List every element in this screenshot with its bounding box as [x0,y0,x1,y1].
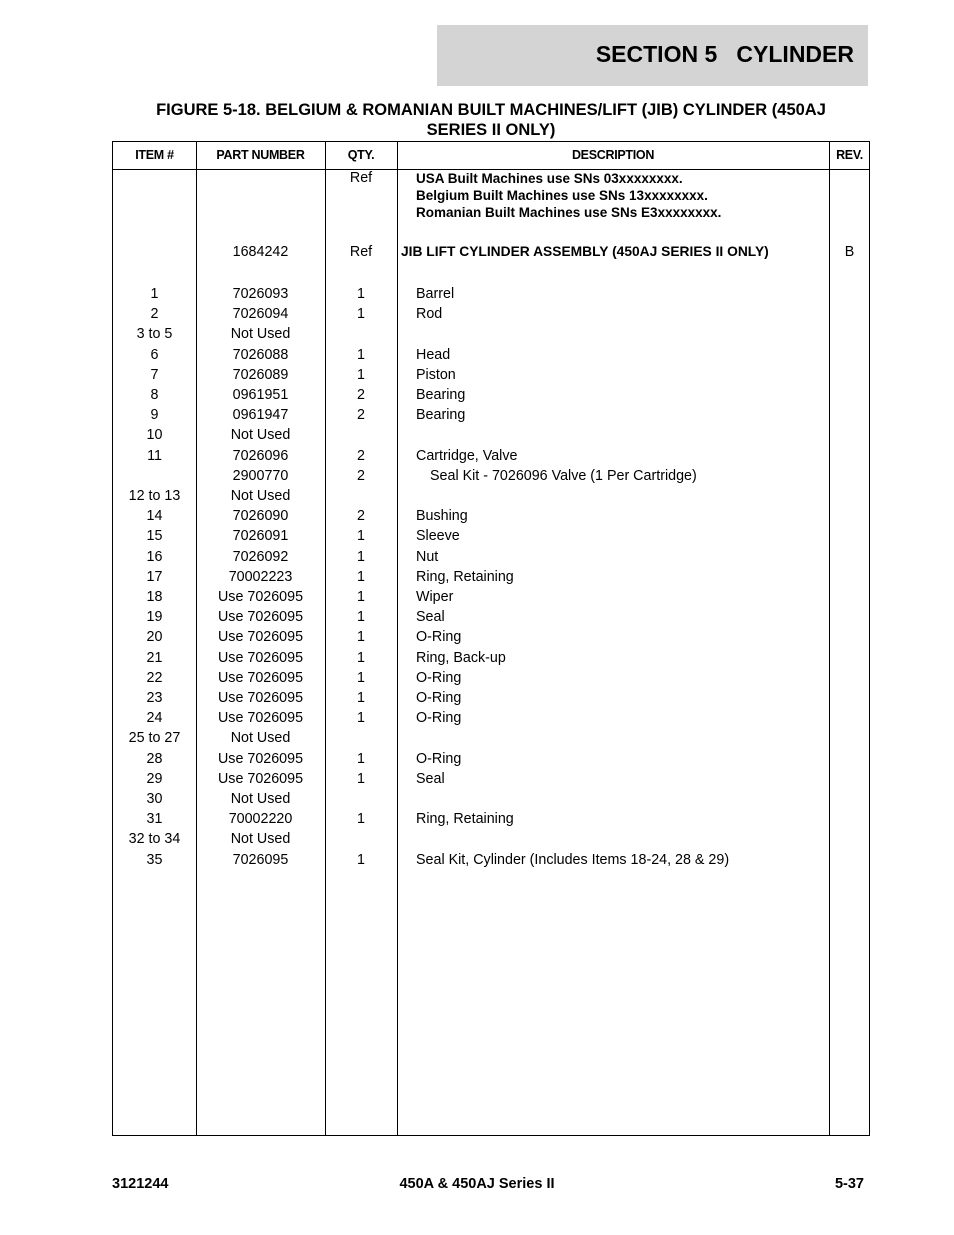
quantity: 1 [357,669,365,686]
footer-page-number: 5-37 [834,1176,864,1192]
table-row [113,425,869,445]
part-number: Use 7026095 [217,589,304,605]
header-description: DESCRIPTION [571,148,655,162]
figure-title [112,100,870,140]
table-row [113,708,869,728]
description: Sleeve [416,528,460,545]
description: Seal Kit, Cylinder (Includes Items 18-24, 28 & 29) [416,851,730,868]
quantity: 1 [357,286,365,302]
item-number: 2 [150,306,159,323]
description: Piston [416,366,456,383]
quantity: 1 [357,690,365,706]
table-row [113,526,869,546]
item-number: 8 [150,387,159,403]
item-number: 17 [146,568,163,585]
description: Bushing [416,508,468,525]
table-row [113,365,869,385]
description: O-Ring [416,710,462,727]
part-number: Not Used [230,427,291,444]
part-number: 0961951 [232,387,289,403]
quantity: 1 [357,548,365,565]
part-number: Use 7026095 [217,690,304,706]
figure-title-line2: SERIES II ONLY) [426,121,556,139]
item-number: 14 [146,508,163,525]
part-number: 2900770 [232,467,289,484]
quantity: 1 [357,851,365,868]
item-number: 6 [150,346,159,363]
quantity: 1 [357,710,365,727]
quantity: 2 [357,467,365,484]
item-number: 16 [146,548,163,565]
part-number: Use 7026095 [217,710,304,727]
quantity: 2 [357,407,365,424]
note-line-usa: USA Built Machines use SNs 03xxxxxxxx. [416,171,683,186]
item-number: 7 [150,366,159,383]
part-number: 7026091 [232,528,289,545]
part-number: Use 7026095 [217,609,304,626]
table-row [113,385,869,405]
table-row [113,728,869,748]
table-row [113,284,869,304]
item-number: 22 [146,669,163,686]
figure-title-line1: FIGURE 5-18. BELGIUM & ROMANIAN BUILT MACHINES/LIFT (JIB) CYLINDER (450AJ [156,101,826,119]
quantity: 1 [357,306,365,323]
assembly-qty: Ref [349,244,373,260]
quantity: 2 [357,508,365,525]
part-number: Not Used [230,791,291,807]
part-number: Use 7026095 [217,649,304,666]
description: Bearing [416,407,466,424]
item-number: 11 [147,447,162,464]
header-qty: QTY. [347,148,375,162]
table-row [113,547,869,567]
table-row [113,648,869,668]
description: Bearing [416,387,466,403]
item-number: 19 [146,609,163,626]
header-part-number: PART NUMBER [216,148,305,162]
quantity: 1 [357,589,365,605]
part-number: 7026090 [232,508,289,525]
item-number: 18 [146,589,163,605]
table-row [113,466,869,486]
item-number: 3 to 5 [136,326,173,343]
item-number: 30 [146,791,163,807]
item-number: 31 [146,811,163,828]
table-row [113,829,869,849]
table-row [113,405,869,425]
description: Head [416,346,451,363]
table-row [113,627,869,647]
item-number: 1 [150,286,159,302]
section-header-band [437,25,868,86]
item-number: 21 [146,649,163,666]
table-row [113,850,869,870]
quantity: 1 [357,629,365,646]
footer-doc-number: 3121244 [112,1176,169,1192]
table-row [113,506,869,526]
serial-number-note [416,170,721,221]
item-number: 35 [146,851,163,868]
quantity: 1 [357,649,365,666]
description: Ring, Retaining [416,811,514,828]
part-number: 70002223 [228,568,293,585]
quantity: 2 [357,447,365,464]
description: O-Ring [416,690,462,706]
quantity: 1 [357,750,365,767]
note-line-romania: Romanian Built Machines use SNs E3xxxxxxxx. [416,205,722,220]
quantity: 1 [357,366,365,383]
table-row [113,769,869,789]
parts-table [112,141,870,1136]
part-number: Use 7026095 [217,629,304,646]
description: O-Ring [416,629,462,646]
part-number: Use 7026095 [217,750,304,767]
table-row [113,587,869,607]
part-number: 7026096 [232,447,289,464]
table-row [113,607,869,627]
item-number: 25 to 27 [128,730,181,747]
quantity: 1 [357,609,365,626]
description: O-Ring [416,750,462,767]
table-row [113,324,869,344]
quantity: 1 [357,568,365,585]
part-number: 7026089 [232,366,289,383]
description: Seal [416,770,445,787]
item-number: 9 [150,407,159,424]
table-row [113,668,869,688]
table-row [113,345,869,365]
assembly-part-number: 1684242 [232,244,289,260]
quantity: 1 [357,346,365,363]
item-number: 20 [146,629,163,646]
table-row [113,749,869,769]
table-row [113,809,869,829]
assembly-rev: B [844,244,855,260]
part-number: Not Used [230,488,291,504]
item-number: 32 to 34 [128,831,181,848]
item-number: 23 [146,690,163,706]
part-number: Use 7026095 [217,669,304,686]
description: Wiper [416,589,454,605]
header-item: ITEM # [135,148,174,162]
quantity: 1 [357,811,365,828]
note-qty: Ref [349,170,373,186]
part-number: Not Used [230,326,291,343]
quantity: 2 [357,387,365,403]
table-row [113,486,869,506]
item-number: 15 [146,528,163,545]
description: Rod [416,306,443,323]
description: Ring, Back-up [416,649,506,666]
assembly-description: JIB LIFT CYLINDER ASSEMBLY (450AJ SERIES II ONLY) [401,244,769,259]
item-number: 12 to 13 [128,488,181,504]
part-number: 7026094 [232,306,289,323]
assembly-row [113,242,869,262]
table-row [113,688,869,708]
description: Ring, Retaining [416,568,514,585]
item-number: 24 [146,710,163,727]
part-number: 7026088 [232,346,289,363]
description: Cartridge, Valve [416,447,518,464]
description: Barrel [416,286,455,302]
table-row [113,789,869,809]
part-number: 70002220 [228,811,293,828]
part-number: Not Used [230,831,291,848]
part-number: 0961947 [232,407,289,424]
item-number: 28 [146,750,163,767]
description: Nut [416,548,439,565]
part-number: Not Used [230,730,291,747]
item-number: 29 [146,770,163,787]
table-row [113,567,869,587]
section-title: SECTION 5 CYLINDER [595,41,854,67]
description: O-Ring [416,669,462,686]
note-line-belgium: Belgium Built Machines use SNs 13xxxxxxxx. [416,188,708,203]
part-number: 7026095 [232,851,289,868]
item-number: 10 [146,427,163,444]
footer-model: 450A & 450AJ Series II [399,1176,555,1192]
quantity: 1 [357,528,365,545]
part-number: 7026093 [232,286,289,302]
table-row [113,446,869,466]
description: Seal [416,609,445,626]
header-rev: REV. [836,148,863,162]
quantity: 1 [357,770,365,787]
description: Seal Kit - 7026096 Valve (1 Per Cartridge) [430,467,697,484]
part-number: 7026092 [232,548,289,565]
table-row [113,304,869,324]
part-number: Use 7026095 [217,770,304,787]
